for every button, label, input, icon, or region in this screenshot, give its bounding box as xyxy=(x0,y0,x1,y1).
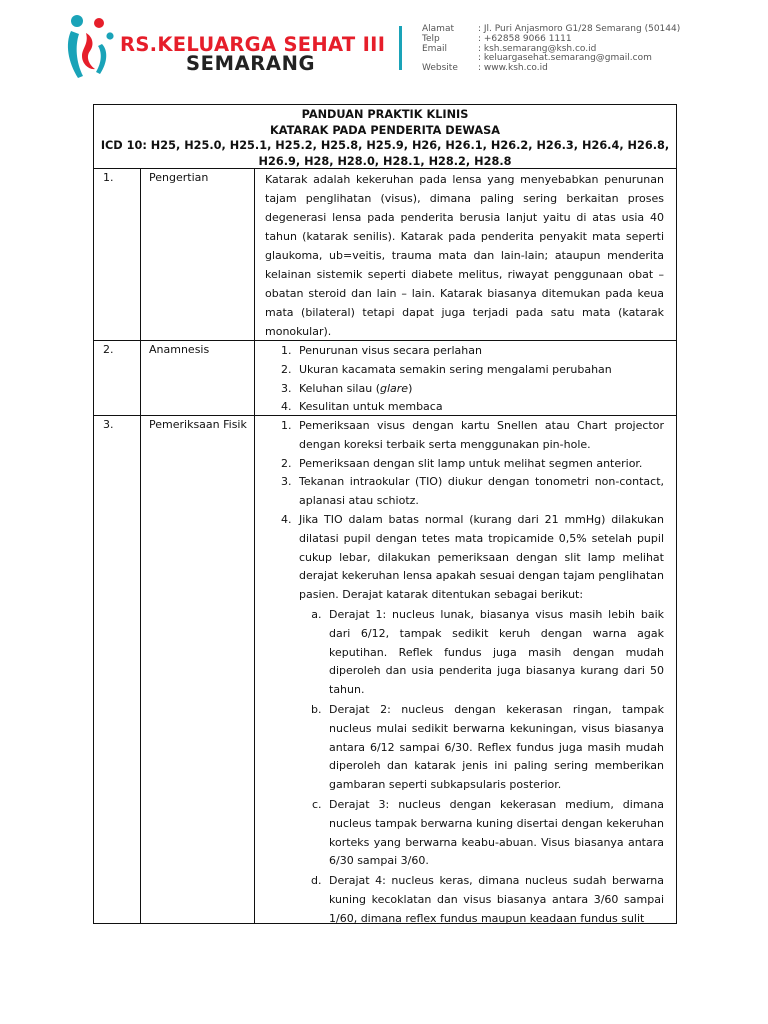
list-item: 1. Pemeriksaan visus dengan kartu Snellen atau Chart projector dengan koreksi terbaik serta menggunakan pin-hole. xyxy=(295,417,664,455)
icd-codes: ICD 10: H25, H25.0, H25.1, H25.2, H25.8, H25.9, H26, H26.1, H26.2, H26.3, H26.4, H26.8, H26.9, H28, H28.0, H28.1, H28.2, H28.8 xyxy=(100,139,670,168)
section-number: 2. xyxy=(94,341,141,415)
contact-email-alt: : keluargasehat.semarang@gmail.com xyxy=(478,53,652,64)
hospital-city: SEMARANG xyxy=(186,52,316,75)
section-pemeriksaan-fisik xyxy=(94,416,676,924)
section-anamnesis xyxy=(94,341,676,416)
list-item: 3. Tekanan intraokular (TIO) diukur dengan tonometri non-contact, aplanasi atau schiotz. xyxy=(295,473,664,511)
header-divider xyxy=(399,26,402,70)
title-line-1: PANDUAN PRAKTIK KLINIS xyxy=(301,108,469,121)
contact-email: Email : ksh.semarang@ksh.co.id xyxy=(422,43,597,54)
grade-item: d. Derajat 4: nucleus keras, dimana nucleus sudah berwarna kuning kecoklatan dan visus biasanya antara 3/60 sampai 1/60, dimana reflex fundus maupun keadaan fundus sulit xyxy=(325,872,664,924)
hospital-logo xyxy=(64,14,116,80)
section-number: 3. xyxy=(94,416,141,924)
contact-address: Alamat : Jl. Puri Anjasmoro G1/28 Semarang (50144) xyxy=(422,24,681,34)
section-label: Anamnesis xyxy=(141,341,255,415)
contact-block xyxy=(422,25,680,74)
section-number: 1. xyxy=(94,169,141,340)
list-item: 2. Ukuran kacamata semakin sering mengalami perubahan xyxy=(295,361,664,380)
contact-website: Website : www.ksh.co.id xyxy=(422,63,548,74)
title-line-2: KATARAK PADA PENDERITA DEWASA xyxy=(270,123,500,137)
contact-phone: Telp : +62858 9066 1111 xyxy=(422,33,572,44)
hospital-name: RS.KELUARGA SEHAT III xyxy=(120,33,386,56)
grade-item: c. Derajat 3: nucleus dengan kekerasan medium, dimana nucleus tampak berwarna kuning disertai dengan kekeruhan korteks yang berwarna keabu-abuan. Visus biasanya antara 6/30 sampai 3/60. xyxy=(325,796,664,871)
list-item: 4. Kesulitan untuk membaca xyxy=(295,398,664,417)
list-item: 2. Pemeriksaan dengan slit lamp untuk melihat segmen anterior. xyxy=(295,455,664,474)
anamnesis-list xyxy=(265,342,664,417)
section-content xyxy=(255,341,676,415)
letterhead xyxy=(0,0,768,90)
section-pengertian xyxy=(94,169,676,341)
examination-list xyxy=(265,417,664,924)
clinical-guideline-table xyxy=(93,104,677,924)
grade-item: b. Derajat 2: nucleus dengan kekerasan ringan, tampak nucleus mulai sedikit berwarna kekuningan, visus biasanya antara 6/12 sampai 6/30. Reflex fundus juga masih mudah diperoleh dan katarak jenis ini paling sering memberikan gambaran seperti subkapsularis posterior. xyxy=(325,701,664,795)
list-item: 4. Jika TIO dalam batas normal (kurang dari 21 mmHg) dilakukan dilatasi pupil dengan tetes mata tropicamide 0,5% setelah pupil cukup lebar, dilakukan pemeriksaan dengan slit lamp melihat derajat kekeruhan lensa apakah sesuai dengan tajam penglihatan pasien. Derajat katarak ditentukan sebagai berikut: a. Derajat 1: nucleus lunak, biasanya visus masih lebih baik dari 6/12, tampak sedikit keruh dengan warna agak keputihan. Reflek fundus juga masih dengan mudah diperoleh dan usia penderita juga biasanya kurang dari 50 tahun. b. Derajat 2: nucleus dengan kekerasan ringan, tampak nucleus mulai sedikit berwarna kekuningan, visus biasanya antara 6/12 sampai 6/30. Reflex fundus juga masih mudah diperoleh dan katarak jenis ini paling sering memberikan gambaran seperti subkapsularis posterior. c. Derajat 3: nucleus dengan kekerasan medium, dimana nucleus tampak berwarna kuning disertai dengan kekeruhan korteks yang berwarna keabu-abuan. Visus biasanya antara 6/30 sampai 3/60. d. Derajat 4: nucleus keras, dimana nucleus sudah berwarna kuning kecoklatan dan visus biasanya antara 3/60 sampai 1/60, dimana reflex fundus maupun keadaan fundus sulit xyxy=(295,511,664,924)
section-label: Pengertian xyxy=(141,169,255,340)
section-label: Pemeriksaan Fisik xyxy=(141,416,255,924)
table-title xyxy=(94,105,676,169)
list-item: 3. Keluhan silau (glare) xyxy=(295,380,664,399)
section-content xyxy=(255,416,676,924)
grade-item: a. Derajat 1: nucleus lunak, biasanya visus masih lebih baik dari 6/12, tampak sedikit keruh dengan warna agak keputihan. Reflek fundus juga masih dengan mudah diperoleh dan usia penderita juga biasanya kurang dari 50 tahun. xyxy=(325,606,664,700)
definition-text: Katarak adalah kekeruhan pada lensa yang menyebabkan penurunan tajam penglihatan (visus), dimana paling sering berkaitan proses degenerasi lensa pada penderita berusia lanjut yaitu di atas usia 40 tahun (katarak senilis). Katarak pada penderita penyakit mata seperti glaukoma, ub=veitis, trauma mata dan lain-lain; ataupun menderita kelainan sistemik seperti diabete melitus, riwayat penggunaan obat – obatan steroid dan lain – lain. Katarak biasanya ditemukan pada keua mata (bilateral) tetapi dapat juga terjadi pada satu mata (katarak monokular). xyxy=(265,173,664,338)
list-item: 1. Penurunan visus secara perlahan xyxy=(295,342,664,361)
section-content xyxy=(255,169,676,340)
cataract-grade-list xyxy=(299,606,664,924)
